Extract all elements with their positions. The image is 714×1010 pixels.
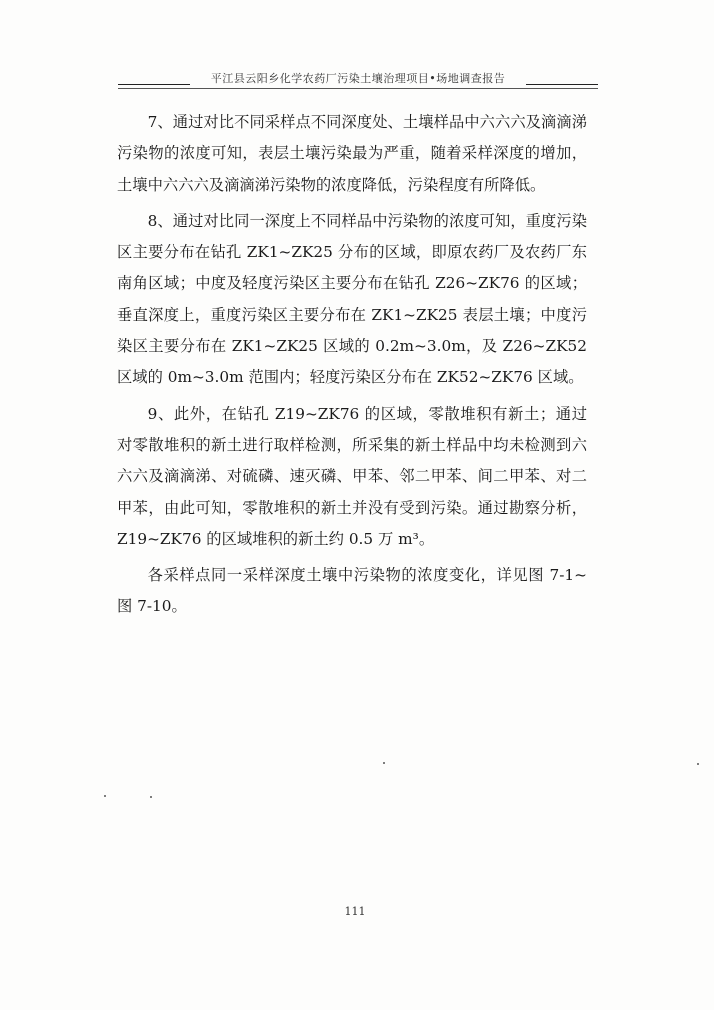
- page-number: 111: [344, 905, 366, 918]
- header-underline: [118, 88, 598, 89]
- scan-speck: [104, 795, 106, 797]
- scan-speck: [383, 762, 385, 764]
- header-rule-left: [118, 84, 190, 85]
- paragraph-9: 9、此外，在钻孔 Z19~ZK76 的区域，零散堆积有新土；通过对零散堆积的新土进行取样检测，所采集的新土样品中均未检测到六六六及滴滴涕、对硫磷、速灭磷、甲苯、邻二甲苯、间二甲苯、对二甲苯，由此可知，零散堆积的新土并没有受到污染。通过勘察分析，Z19~ZK76 的区域堆积的新土约 0.5 万 m³。: [117, 404, 587, 548]
- body-text: [117, 107, 587, 623]
- paragraph-8: 8、通过对比同一深度上不同样品中污染物的浓度可知，重度污染区主要分布在钻孔 ZK1~ZK25 分布的区域，即原农药厂及农药厂东南角区域；中度及轻度污染区主要分布在钻孔 Z26~ZK76 的区域；垂直深度上，重度污染区主要分布在 ZK1~ZK25 表层土壤；中度污染区主要分布在 ZK1~ZK25 区域的 0.2m~3.0m，及 Z26~ZK52 区域的 0m~3.0m 范围内；轻度污染区分布在 ZK52~ZK76 区域。: [117, 211, 587, 387]
- header-title: 平江县云阳乡化学农药厂污染土壤治理项目•场地调查报告: [210, 72, 506, 85]
- running-header: [118, 64, 598, 92]
- header-rule-right: [526, 84, 598, 85]
- paragraph-figure-reference: 各采样点同一采样深度土壤中污染物的浓度变化，详见图 7-1~图 7-10。: [117, 566, 587, 616]
- scan-speck: [697, 763, 699, 765]
- paragraph-7: 7、通过对比不同采样点不同深度处、土壤样品中六六六及滴滴涕污染物的浓度可知，表层土壤污染最为严重，随着采样深度的增加，土壤中六六六及滴滴涕污染物的浓度降低，污染程度有所降低。: [117, 113, 587, 194]
- scan-speck: [150, 796, 152, 798]
